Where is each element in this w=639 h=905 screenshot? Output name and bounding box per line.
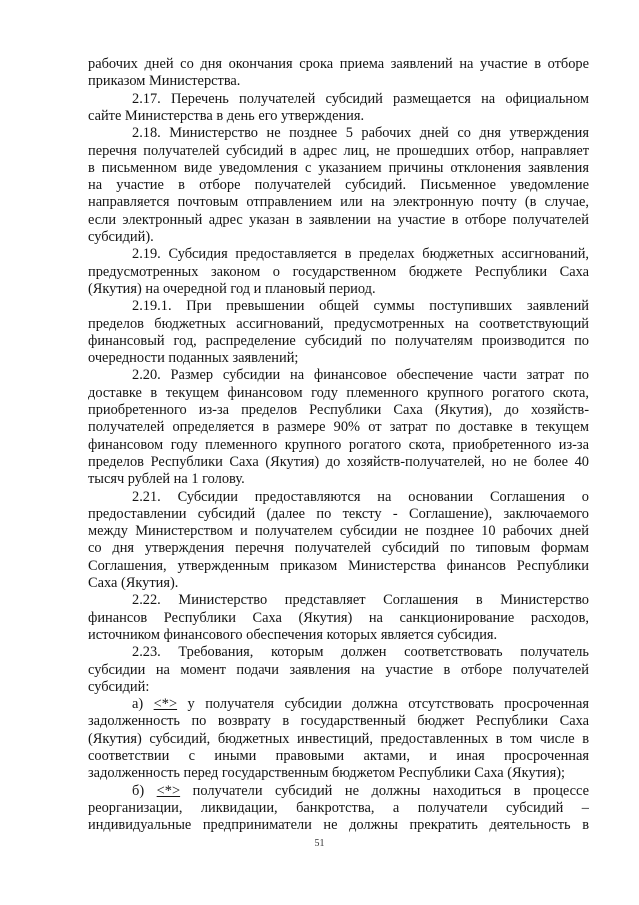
text-line: перечня получателей субсидий в адрес лиц, не прошедших отбор, направляет: [88, 142, 589, 159]
text-line: 2.22. Министерство представляет Соглашения в Министерство: [132, 592, 589, 609]
text-line: получателей определяется в размере 90% от затрат по доставке в текущем: [88, 419, 589, 436]
text-line: финансовом году племенного крупного рогатого скота, приобретенного из-за: [88, 436, 589, 453]
text-line: субсидий).: [88, 229, 154, 245]
page-number: 51: [314, 838, 325, 849]
text-line: в письменном виде уведомления с указанием причины отклонения заявления: [88, 159, 589, 176]
text-line: источником финансового обеспечения которых является субсидия.: [88, 626, 498, 643]
text-line: тысяч рублей на 1 голову.: [88, 471, 245, 488]
text-line: 2.18. Министерство не позднее 5 рабочих дней со дня утверждения: [132, 125, 589, 142]
footnote-link[interactable]: <*>: [153, 696, 178, 713]
text-line: (Якутия) субсидий, бюджетных инвестиций, предоставленных в том числе в: [88, 730, 589, 747]
text-line: приобретенного из-за пределов Республики Саха (Якутия), до хозяйств-: [88, 402, 589, 418]
text-line: пределов Республики Саха (Якутия) до хозяйств-получателей, но не более 40: [88, 453, 589, 470]
text-line: Соглашения, утвержденным приказом Министерства финансов Республики: [88, 557, 589, 574]
text-line: сайте Министерства в день его утверждения.: [88, 107, 365, 124]
list-marker: а): [132, 696, 154, 713]
text-line: между Министерством и получателем субсидии не позднее 10 рабочих дней: [88, 523, 589, 540]
text-line: реорганизации, ликвидации, банкротства, а получатели субсидий –: [88, 799, 589, 816]
text-line: Саха (Якутия).: [88, 575, 179, 591]
text-line: финансовый год, распределение субсидий по получателям производится по: [88, 332, 589, 349]
text-line: задолженность по возврату в государственный бюджет Республики Саха: [88, 713, 589, 730]
list-marker: б): [132, 782, 157, 799]
text-line: (Якутия) на очередной год и плановый период.: [88, 280, 376, 297]
text-line: соответствии с иными правовыми актами, и иная просроченная: [88, 748, 589, 764]
text-line: если электронный адрес указан в заявлении на участие в отборе получателей: [88, 211, 589, 228]
text-line: субсидии на момент подачи заявления на участие в отборе получателей: [88, 661, 589, 678]
text-line: 2.19.1. При превышении общей суммы поступивших заявлений: [132, 298, 589, 315]
text-line: предусмотренных законом о государственном бюджете Республики Саха: [88, 263, 589, 280]
text-line: очередности поданных заявлений;: [88, 350, 299, 367]
text-line: 2.17. Перечень получателей субсидий размещается на официальном: [132, 90, 589, 107]
text-line: приказом Министерства.: [88, 73, 241, 90]
text-line: задолженность перед государственным бюджетом Республики Саха (Якутия);: [88, 765, 566, 782]
text-line: 2.19. Субсидия предоставляется в пределах бюджетных ассигнований,: [132, 246, 589, 263]
text-line: [132, 783, 589, 800]
text-line: на участие в отборе получателей субсидий. Письменное уведомление: [88, 177, 589, 194]
line-text: получатели субсидий не должны находиться в процессе: [192, 782, 589, 799]
text-line: 2.20. Размер субсидии на финансовое обеспечение части затрат по: [132, 367, 589, 384]
text-line: субсидий:: [88, 678, 150, 695]
footnote-link[interactable]: <*>: [156, 782, 181, 799]
text-line: 2.23. Требования, которым должен соответствовать получатель: [132, 644, 589, 661]
text-line: индивидуальные предприниматели не должны прекратить деятельность в: [88, 817, 589, 834]
text-line: направляется почтовым отправлением или на электронную почту (в случае,: [88, 194, 589, 211]
line-text: у получателя субсидии должна отсутствовать просроченная: [187, 696, 589, 713]
text-line: предоставлении субсидий (далее по тексту - Соглашение), заключаемого: [88, 505, 589, 522]
text-line: со дня утверждения перечня получателей субсидий по типовым формам: [88, 540, 589, 557]
text-line: 2.21. Субсидии предоставляются на основании Соглашения о: [132, 488, 589, 505]
text-line: пределов бюджетных ассигнований, предусмотренных на соответствующий: [88, 315, 589, 332]
text-line: [132, 696, 589, 713]
text-line: доставке в текущем финансовом году племенного крупного рогатого скота,: [88, 384, 589, 401]
text-line: рабочих дней со дня окончания срока приема заявлений на участие в отборе: [88, 56, 589, 72]
text-line: финансов Республики Саха (Якутия) на санкционирование расходов,: [88, 609, 589, 626]
